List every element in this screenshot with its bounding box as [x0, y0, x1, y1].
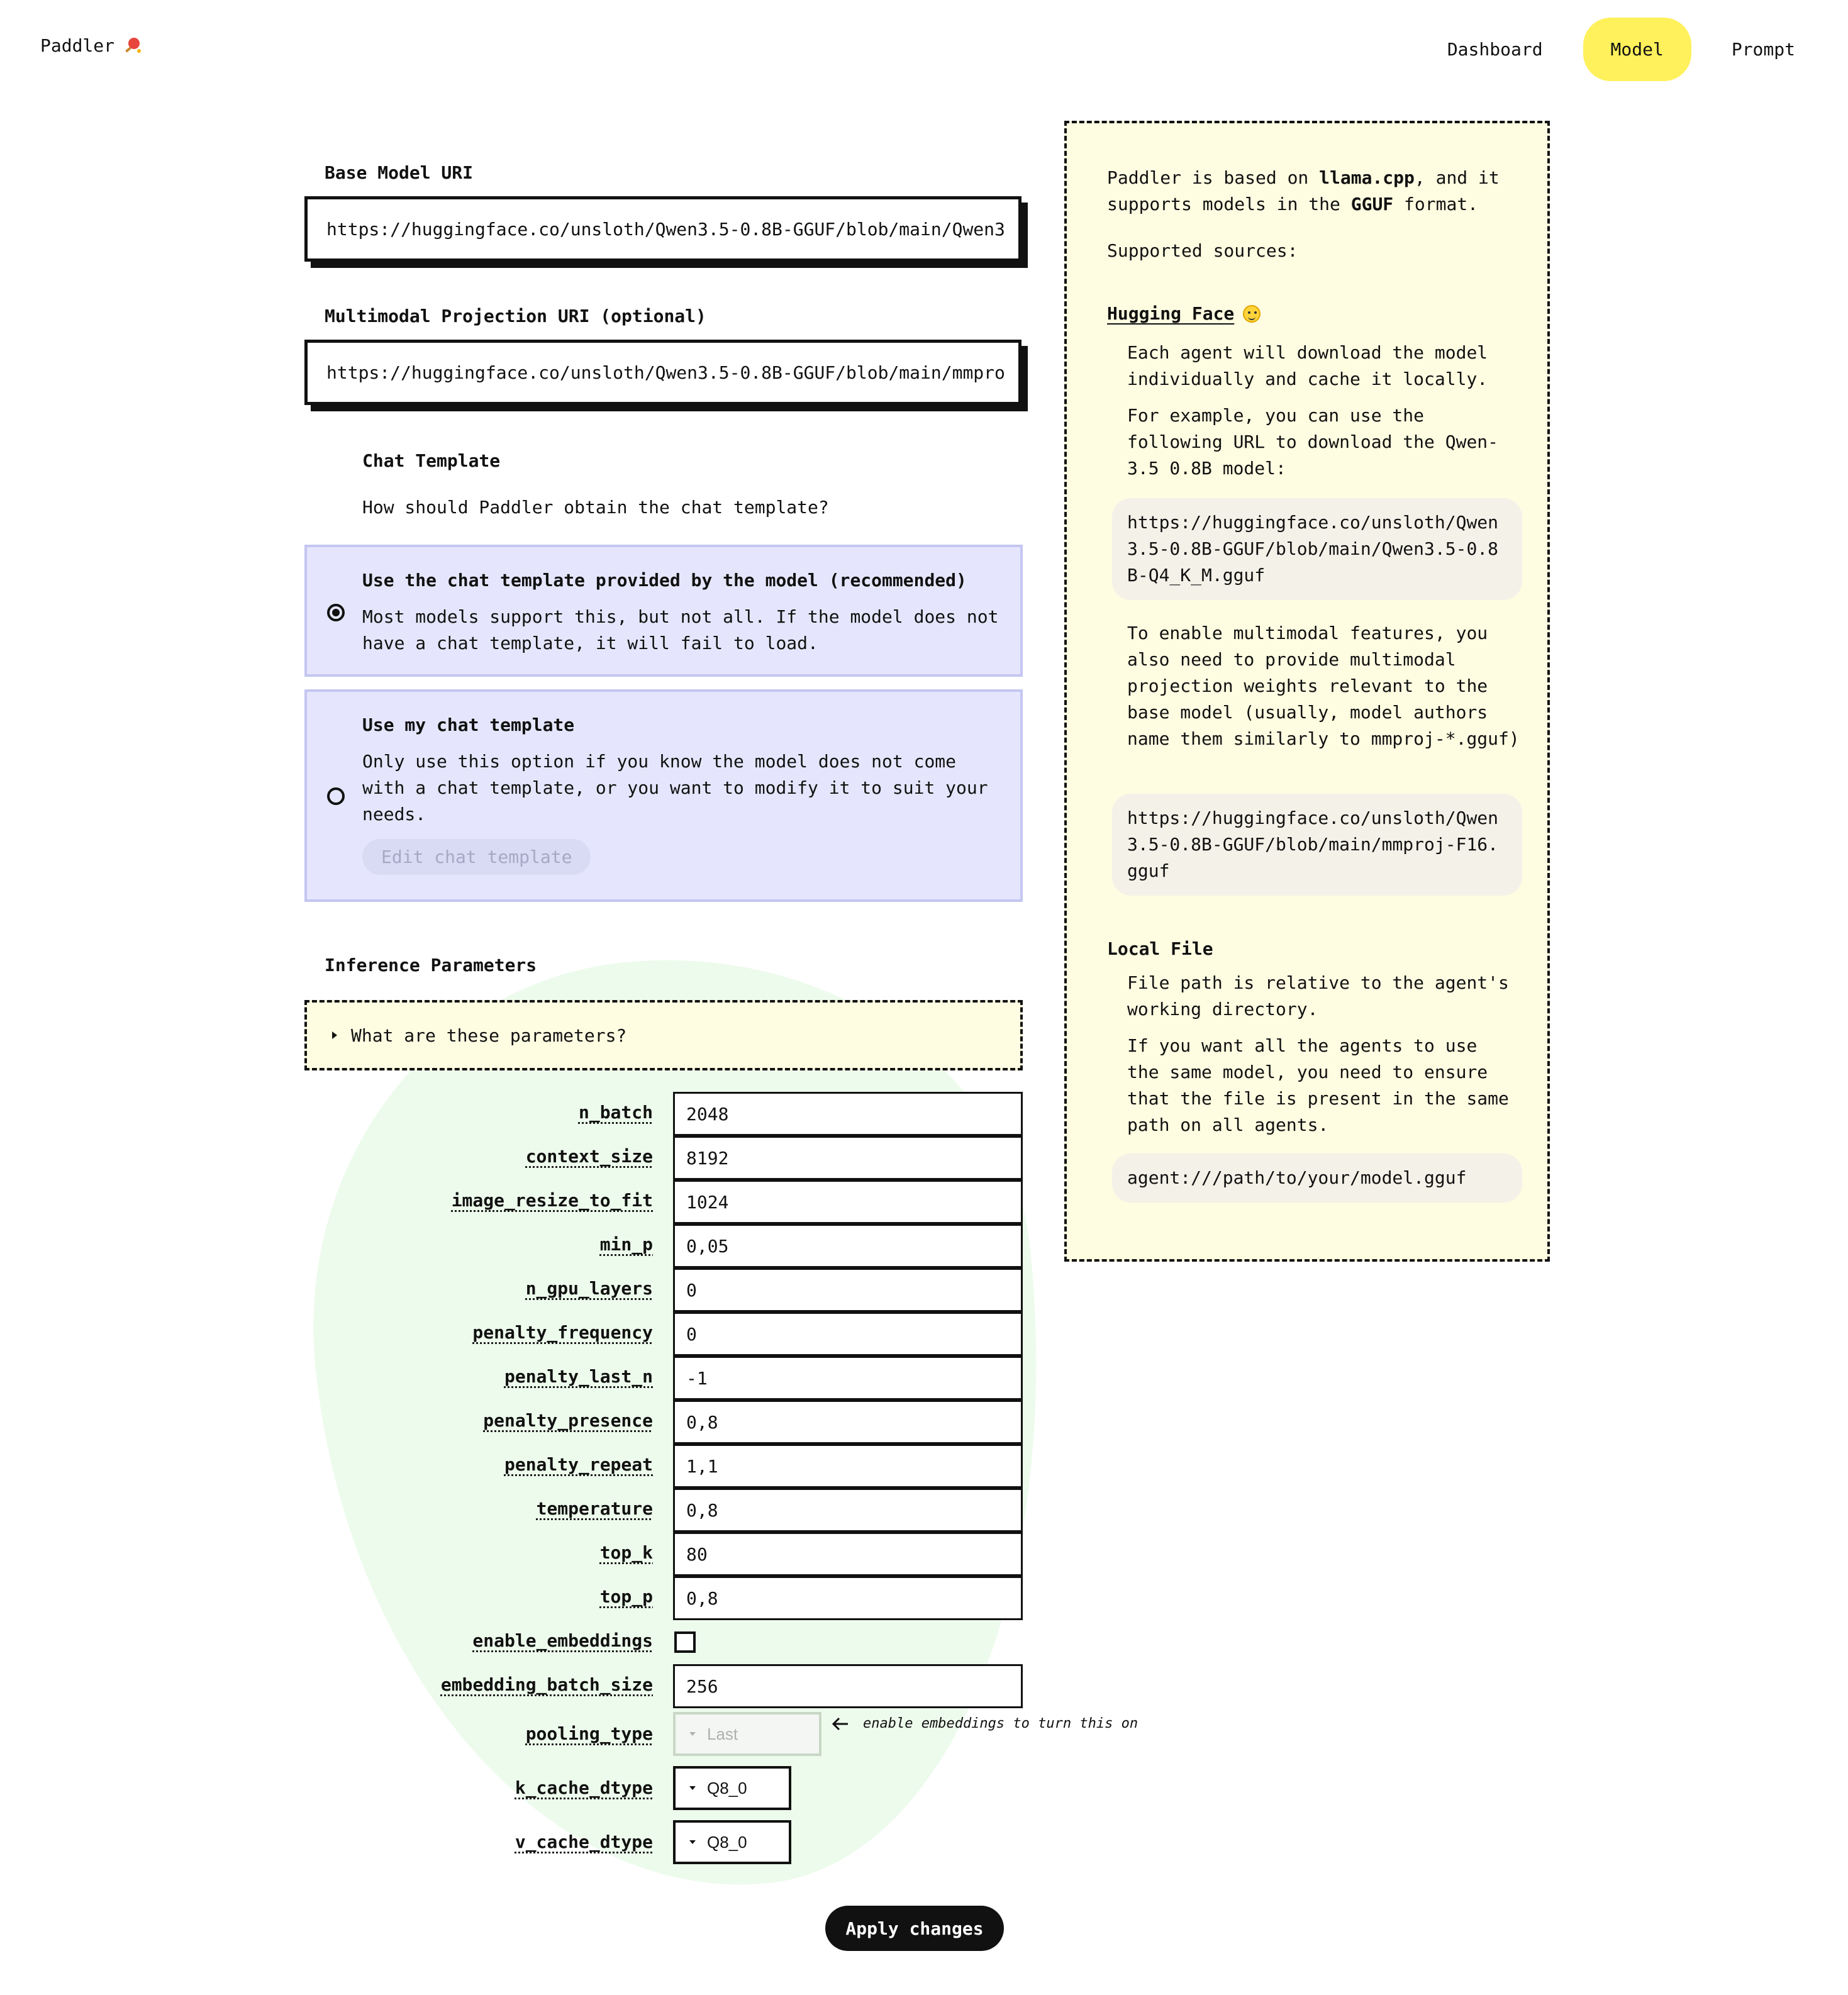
v-cache-value: Q8_0 — [707, 1832, 747, 1852]
param-input-n-batch[interactable]: 2048 — [673, 1092, 1023, 1136]
option1-title: Use the chat template provided by the model (recommended) — [362, 570, 967, 591]
param-label-v-cache: v_cache_dtype — [515, 1831, 653, 1852]
chevron-down-icon — [689, 1786, 696, 1790]
param-label-k-cache: k_cache_dtype — [515, 1777, 653, 1798]
brand[interactable] — [40, 35, 142, 56]
option2-desc: Only use this option if you know the model does not come with a chat template, or you want to modify it to suit your needs. — [362, 751, 988, 825]
param-label-n-gpu-layers: n_gpu_layers — [525, 1278, 653, 1299]
param-input-image-resize[interactable]: 1024 — [673, 1180, 1023, 1224]
hf-desc-2: For example, you can use the following URL to download the Qwen-3.5 0.8B model: — [1127, 405, 1499, 479]
paddle-icon — [123, 36, 142, 55]
param-input-top-k[interactable]: 80 — [673, 1532, 1023, 1576]
param-label-image-resize: image_resize_to_fit — [451, 1190, 653, 1211]
local-file-title: Local File — [1107, 938, 1213, 959]
param-input-penalty-last-n[interactable]: -1 — [673, 1356, 1023, 1400]
local-example-path: agent:///path/to/your/model.gguf — [1112, 1153, 1522, 1203]
chevron-down-icon — [689, 1840, 696, 1844]
inference-title: Inference Parameters — [325, 955, 537, 975]
intro-text-2: , and it supports models in the — [1107, 167, 1500, 214]
option1-desc: Most models support this, but not all. If the model does not have a chat template, it will fail to load. — [362, 606, 999, 653]
supported-sources: Supported sources: — [1107, 240, 1298, 261]
hf-desc-3: To enable multimodal features, you also need to provide multimodal projection weights relevant to the base model (usually, model authors name them similarly to mmproj-*.gguf) — [1127, 623, 1520, 749]
mmproj-input[interactable]: https://huggingface.co/unsloth/Qwen3.5-0.8B-GGUF/blob/main/mmpro — [304, 340, 1021, 405]
param-label-min-p: min_p — [599, 1234, 653, 1255]
left-arrow-icon — [832, 1716, 849, 1731]
k-cache-select[interactable] — [673, 1766, 791, 1810]
nav-dashboard[interactable]: Dashboard — [1447, 39, 1543, 60]
apply-changes-button[interactable]: Apply changes — [825, 1906, 1004, 1951]
local-desc-1: File path is relative to the agent's working directory. — [1127, 972, 1509, 1020]
param-label-context-size: context_size — [525, 1146, 653, 1167]
param-input-temperature[interactable]: 0,8 — [673, 1488, 1023, 1532]
hf-example-url-2: https://huggingface.co/unsloth/Qwen3.5-0.8B-GGUF/blob/main/mmproj-F16.gguf — [1112, 794, 1522, 896]
param-input-embedding-batch-size[interactable]: 256 — [673, 1664, 1023, 1708]
hf-title: Hugging Face — [1107, 303, 1235, 324]
param-input-top-p[interactable]: 0,8 — [673, 1576, 1023, 1620]
chat-template-option-custom[interactable] — [304, 689, 1023, 902]
hf-example-url-1: https://huggingface.co/unsloth/Qwen3.5-0.8B-GGUF/blob/main/Qwen3.5-0.8B-Q4_K_M.gguf — [1112, 498, 1522, 600]
chat-template-option-model[interactable] — [304, 545, 1023, 677]
main-nav — [1420, 18, 1823, 81]
nav-prompt[interactable]: Prompt — [1731, 39, 1795, 60]
edit-chat-template-button[interactable]: Edit chat template — [362, 839, 591, 875]
param-input-min-p[interactable]: 0,05 — [673, 1224, 1023, 1268]
param-input-n-gpu-layers[interactable]: 0 — [673, 1268, 1023, 1312]
param-label-top-k: top_k — [599, 1542, 653, 1563]
base-model-input[interactable]: https://huggingface.co/unsloth/Qwen3.5-0.8B-GGUF/blob/main/Qwen3 — [304, 196, 1021, 262]
pooling-hint — [832, 1716, 1138, 1731]
param-label-pooling-type: pooling_type — [525, 1723, 653, 1744]
pooling-type-value: Last — [707, 1724, 738, 1743]
pooling-hint-text: enable embeddings to turn this on — [863, 1716, 1138, 1731]
v-cache-select[interactable] — [673, 1820, 791, 1864]
brand-name: Paddler — [40, 35, 115, 56]
option2-title: Use my chat template — [362, 714, 575, 735]
param-input-context-size[interactable]: 8192 — [673, 1136, 1023, 1180]
chat-template-title: Chat Template — [362, 450, 501, 471]
param-input-penalty-frequency[interactable]: 0 — [673, 1312, 1023, 1356]
intro-bold-gguf: GGUF — [1350, 194, 1394, 214]
hugging-face-emoji-icon — [1243, 305, 1261, 323]
param-label-temperature: temperature — [536, 1498, 653, 1519]
base-model-label: Base Model URI — [325, 162, 474, 183]
param-input-penalty-presence[interactable]: 0,8 — [673, 1400, 1023, 1444]
intro-bold-llama: llama.cpp — [1319, 167, 1415, 188]
param-label-embedding-batch-size: embedding_batch_size — [440, 1674, 653, 1695]
k-cache-value: Q8_0 — [707, 1778, 747, 1798]
help-panel — [1064, 121, 1550, 1262]
pooling-type-select[interactable] — [673, 1712, 821, 1756]
chevron-down-icon — [689, 1732, 696, 1736]
radio-custom-template[interactable] — [327, 787, 345, 805]
enable-embeddings-checkbox[interactable] — [674, 1631, 696, 1653]
chat-template-question: How should Paddler obtain the chat template? — [362, 497, 829, 518]
details-summary: What are these parameters? — [351, 1025, 627, 1046]
param-input-penalty-repeat[interactable]: 1,1 — [673, 1444, 1023, 1488]
panel-intro — [1107, 165, 1535, 218]
param-label-penalty-last-n: penalty_last_n — [504, 1366, 653, 1387]
hugging-face-link[interactable] — [1107, 303, 1261, 324]
mmproj-label: Multimodal Projection URI (optional) — [325, 306, 706, 326]
disclosure-triangle-icon — [332, 1031, 337, 1039]
parameters-details[interactable] — [304, 1000, 1023, 1070]
param-label-top-p: top_p — [599, 1586, 653, 1607]
radio-model-template[interactable] — [327, 604, 345, 621]
intro-text-1: Paddler is based on — [1107, 167, 1320, 188]
param-label-penalty-presence: penalty_presence — [483, 1410, 653, 1431]
intro-text-3: format. — [1393, 194, 1479, 214]
param-label-n-batch: n_batch — [578, 1102, 653, 1123]
nav-model[interactable]: Model — [1583, 18, 1691, 81]
hf-desc-1: Each agent will download the model individually and cache it locally. — [1127, 342, 1488, 389]
local-desc-2: If you want all the agents to use the same model, you need to ensure that the file is present in the same path on all agents. — [1127, 1035, 1509, 1135]
param-label-penalty-frequency: penalty_frequency — [472, 1322, 653, 1343]
param-label-penalty-repeat: penalty_repeat — [504, 1454, 653, 1475]
param-label-enable-embeddings: enable_embeddings — [472, 1630, 653, 1651]
